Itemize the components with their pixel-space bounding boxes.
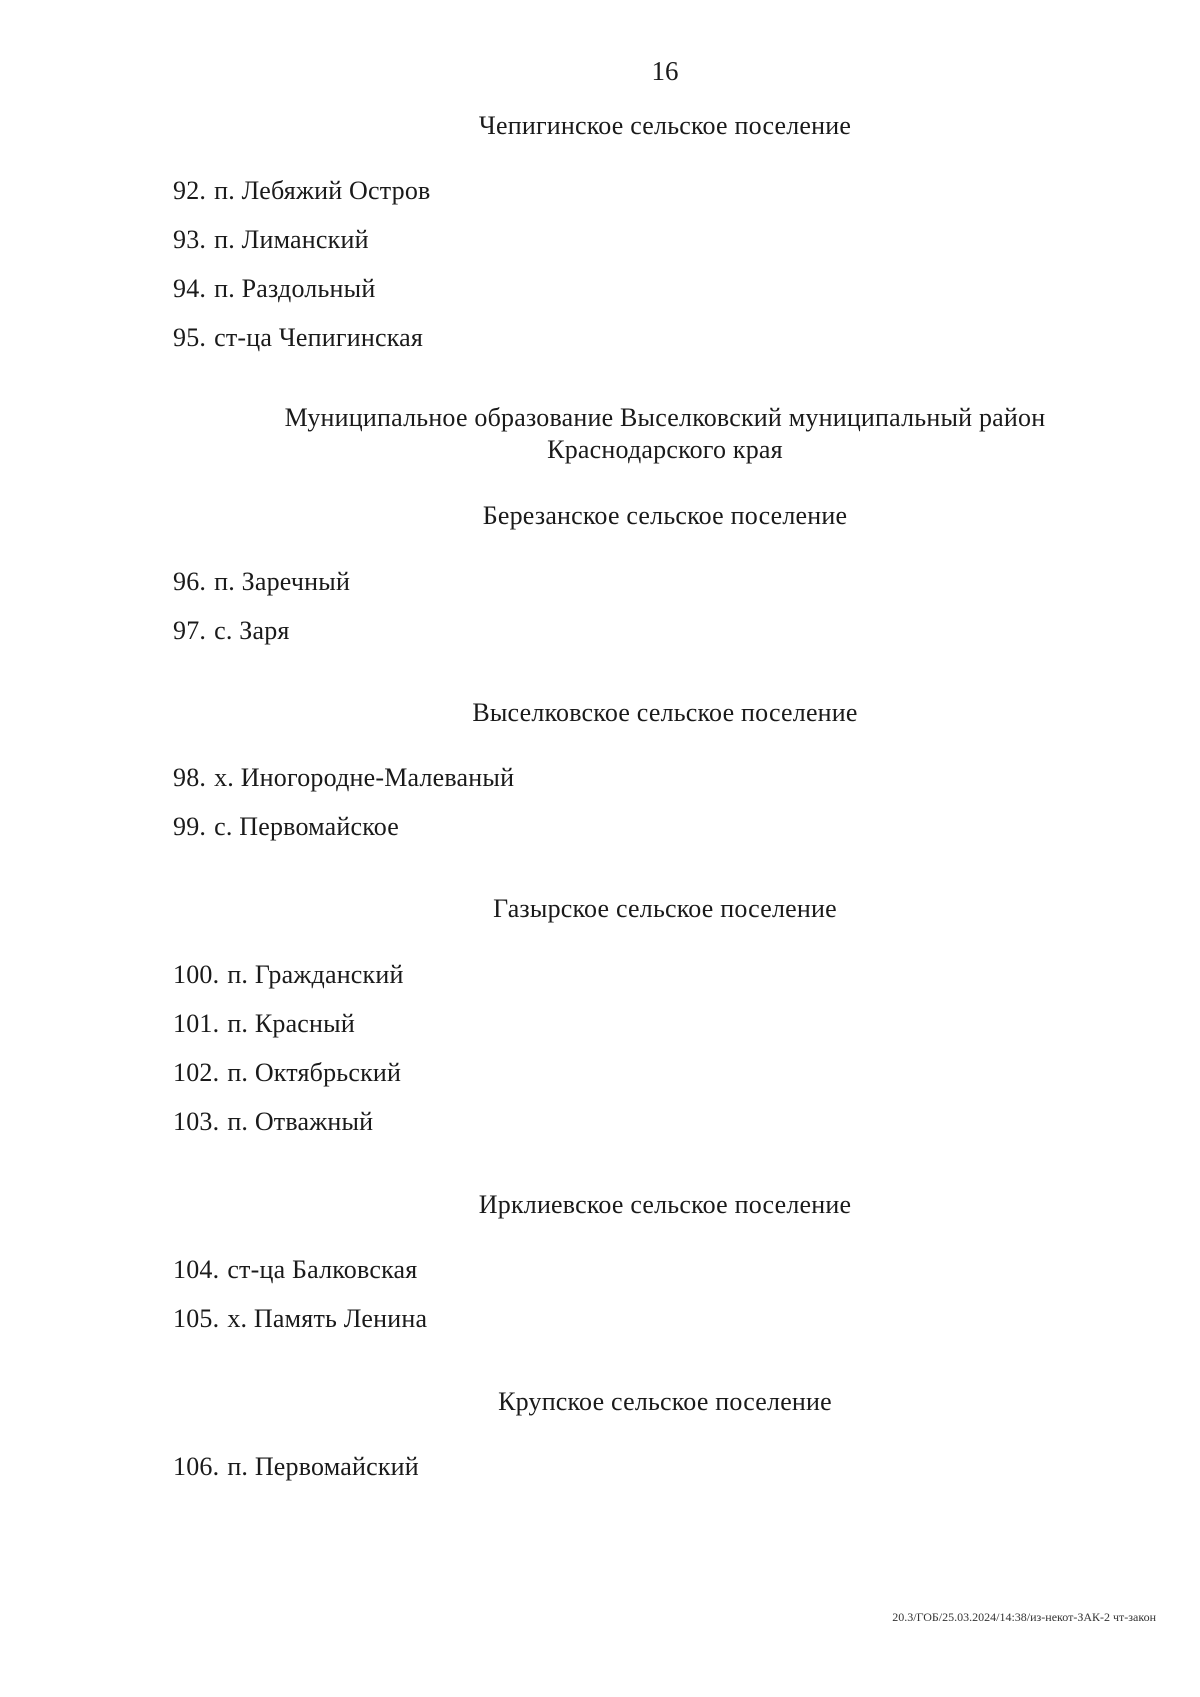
item-number: 93.	[173, 225, 207, 254]
item-name: п. Лиманский	[214, 225, 369, 254]
item-name: п. Октябрьский	[227, 1058, 402, 1087]
item-number: 96.	[173, 567, 207, 596]
item-number: 105.	[173, 1304, 220, 1333]
list-item	[173, 176, 431, 206]
section-title-gazyrskoe: Газырское сельское поселение	[493, 894, 837, 923]
item-number: 94.	[173, 274, 207, 303]
item-number: 102.	[173, 1058, 220, 1087]
item-name: х. Иногородне-Малеваный	[214, 763, 515, 792]
section-title-berezanskoe: Березанское сельское поселение	[482, 501, 848, 530]
item-number: 99.	[173, 812, 207, 841]
item-number: 98.	[173, 763, 207, 792]
item-number: 104.	[173, 1255, 220, 1284]
item-name: п. Красный	[227, 1009, 355, 1038]
item-name: с. Заря	[214, 616, 290, 645]
section-title-irklievskoe: Ирклиевское сельское поселение	[478, 1190, 852, 1219]
item-name: х. Память Ленина	[227, 1304, 428, 1333]
item-name: ст-ца Чепигинская	[214, 323, 424, 352]
item-number: 101.	[173, 1009, 220, 1038]
municipality-heading-line-1: Муниципальное образование Выселковский муниципальный район	[284, 403, 1046, 432]
item-number: 95.	[173, 323, 207, 352]
list-item	[173, 1255, 417, 1285]
section-title-chepiginskoe: Чепигинское сельское поселение	[478, 111, 852, 140]
list-item	[173, 225, 369, 255]
item-number: 92.	[173, 176, 207, 205]
item-number: 100.	[173, 960, 220, 989]
item-name: ст-ца Балковская	[227, 1255, 418, 1284]
list-item	[173, 763, 514, 793]
municipality-heading-line-2: Краснодарского края	[547, 435, 783, 464]
municipality-heading	[0, 402, 1200, 466]
list-item	[173, 1452, 419, 1482]
list-item	[173, 274, 375, 304]
item-number: 97.	[173, 616, 207, 645]
list-item	[173, 960, 404, 990]
list-item	[173, 1304, 427, 1334]
item-name: п. Заречный	[214, 567, 351, 596]
page-number: 16	[651, 56, 679, 86]
item-name: п. Отважный	[227, 1107, 374, 1136]
section-title-viselkovskoe: Выселковское сельское поселение	[472, 698, 858, 727]
item-number: 106.	[173, 1452, 220, 1481]
list-item	[173, 1009, 355, 1039]
document-footer-code: 20.3/ГОБ/25.03.2024/14:38/из-некот-ЗАК-2 чт-закон	[892, 1610, 1156, 1624]
list-item	[173, 323, 423, 353]
list-item	[173, 567, 350, 597]
list-item	[173, 1107, 373, 1137]
section-title-krupskoe: Крупское сельское поселение	[498, 1387, 832, 1416]
item-name: п. Раздольный	[214, 274, 376, 303]
list-item	[173, 1058, 401, 1088]
list-item	[173, 812, 399, 842]
item-name: п. Гражданский	[227, 960, 404, 989]
item-number: 103.	[173, 1107, 220, 1136]
item-name: п. Первомайский	[227, 1452, 419, 1481]
item-name: с. Первомайское	[214, 812, 400, 841]
list-item	[173, 616, 290, 646]
item-name: п. Лебяжий Остров	[214, 176, 431, 205]
